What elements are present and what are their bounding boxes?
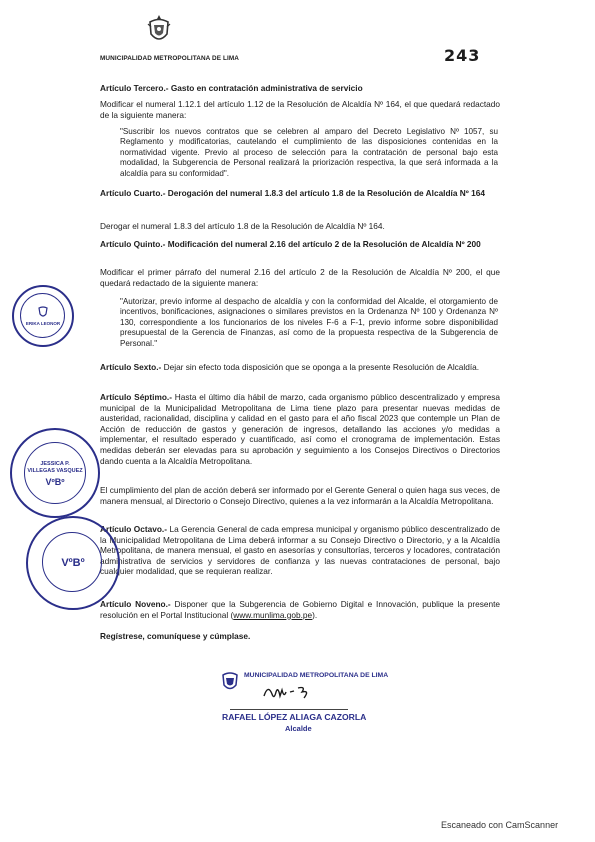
official-stamp-2 <box>10 428 100 518</box>
article-octavo-body: La Gerencia General de cada empresa municipal y organismo público descentralizado de la Municipalidad Metropolitana de Lima deberá informar a su Consejo Directivo o Directorio, y a la Alcaldía Metropolitana, de manera mensual, el gasto en asesorías y consultorías, terceros y locadores, contratación administrativa de servicios y servidores de confianza y las nuevas contrataciones de personal, bajo cualquier modalidad, que se requieran realizar. <box>100 524 500 577</box>
closing-statement: Regístrese, comuníquese y cúmplase. <box>100 631 251 641</box>
article-tercero-body: Modificar el numeral 1.12.1 del artículo 1.12 de la Resolución de Alcaldía Nº 164, el que quedará redactado de la siguiente manera: <box>100 99 500 120</box>
article-septimo-body2: El cumplimiento del plan de acción deberá ser informado por el Gerente General o quien haga sus veces, de manera mensual, al Directorio o Consejo Directivo, quienes a la vez informarán a la Alcaldía Metropolitana. <box>100 485 500 506</box>
signature-crest-icon <box>220 671 240 693</box>
stamp-3-vb: VºBº <box>61 556 85 569</box>
article-sexto <box>100 362 500 373</box>
portal-link[interactable]: www.munlima.gob.pe <box>233 609 313 620</box>
stamp-2-vb: VºBº <box>45 476 65 487</box>
coat-of-arms-logo <box>146 14 172 46</box>
scanner-watermark: Escaneado con CamScanner <box>441 820 559 830</box>
article-septimo-label: Artículo Séptimo.- <box>100 392 172 402</box>
signature-line <box>230 709 348 710</box>
article-noveno-end: ). <box>312 609 318 620</box>
signer-title: Alcalde <box>285 724 312 733</box>
article-tercero-heading: Artículo Tercero.- Gasto en contratación administrativa de servicio <box>100 83 363 93</box>
handwritten-signature <box>262 682 322 704</box>
article-cuarto-body: Derogar el numeral 1.8.3 del artículo 1.8 de la Resolución de Alcaldía Nº 164. <box>100 221 385 231</box>
article-sexto-label: Artículo Sexto.- <box>100 362 162 372</box>
stamp-2-line1: JESSICA P. <box>40 460 70 467</box>
signature-institution: MUNICIPALIDAD METROPOLITANA DE LIMA <box>244 672 389 679</box>
article-septimo <box>100 392 500 466</box>
signer-name: RAFAEL LÓPEZ ALIAGA CAZORLA <box>222 712 367 722</box>
stamp-2-line2: VILLEGAS VASQUEZ <box>27 467 83 474</box>
article-tercero-quote: "Suscribir los nuevos contratos que se celebren al amparo del Decreto Legislativo Nº 1057, su Reglamento y modificatorias, cautelando el cumplimiento de las disposiciones contenidas en la normatividad vigente. Previo al proceso de selección para la contratación de personal bajo esta modalidad, la Subgerencia de Personal realizará la priorización respectiva, la que será informada a la alcaldía para su conformidad". <box>120 127 498 178</box>
official-stamp-1 <box>12 285 74 347</box>
page-number: 243 <box>444 46 481 65</box>
article-septimo-body: Hasta el último día hábil de marzo, cada organismo público descentralizado y empresa municipal de la Municipalidad Metropolitana de Lima tiene plazo para presentar nuevas medidas de austeridad, racionalidad, disciplina y calidad en el gasto para el año fiscal 2023 que contemple un Plan de Acción de reducción de gastos y generación de ingresos, detallando las acciones y/o medidas a implementar, el resultado esperado y cuantificado, así como el cronograma de implementación. Estas medidas deberán ser elevadas para su aprobación y seguimiento a los Consejos Directivos o Directorios dando cuenta a la Alcaldía Metropolitana. <box>100 392 500 466</box>
stamp-crest-icon <box>37 306 49 318</box>
article-quinto-heading: Artículo Quinto.- Modificación del numeral 2.16 del artículo 2 de la Resolución de Alcaldía Nº 200 <box>100 239 481 249</box>
article-sexto-body: Dejar sin efecto toda disposición que se oponga a la presente Resolución de Alcaldía. <box>161 362 480 372</box>
article-octavo-label: Artículo Octavo.- <box>100 524 167 534</box>
article-noveno-label: Artículo Noveno.- <box>100 599 171 609</box>
article-quinto-body: Modificar el primer párrafo del numeral 2.16 del artículo 2 de la Resolución de Alcaldía Nº 200, el que quedará redactado de la siguiente manera: <box>100 267 500 288</box>
article-cuarto-heading: Artículo Cuarto.- Derogación del numeral 1.8.3 del artículo 1.8 de la Resolución de Alcaldía Nº 164 <box>100 188 485 198</box>
header-institution: MUNICIPALIDAD METROPOLITANA DE LIMA <box>100 55 239 62</box>
stamp-1-text: ERIKA LEONOR <box>25 320 61 326</box>
article-noveno-body: Disponer que la Subgerencia de Gobierno Digital e Innovación, publique la presente resolución en el Portal Institucional ( <box>100 599 500 620</box>
article-quinto-quote: "Autorizar, previo informe al despacho de alcaldía y con la conformidad del Alcalde, el otorgamiento de incentivos, bonificaciones, asignaciones o similares previstos en la Ordenanza Nº 100 y Ordenanza Nº 130, correspondiente a los funcionarios de los niveles F-6 a F-1, previo informe sobre disponibilidad presupuestal de la Gerencia de Finanzas, así como de la propuesta respectiva de la Subgerencia de Personal." <box>120 297 498 348</box>
article-octavo <box>100 524 500 577</box>
official-stamp-3 <box>26 516 120 610</box>
article-noveno <box>100 599 500 620</box>
